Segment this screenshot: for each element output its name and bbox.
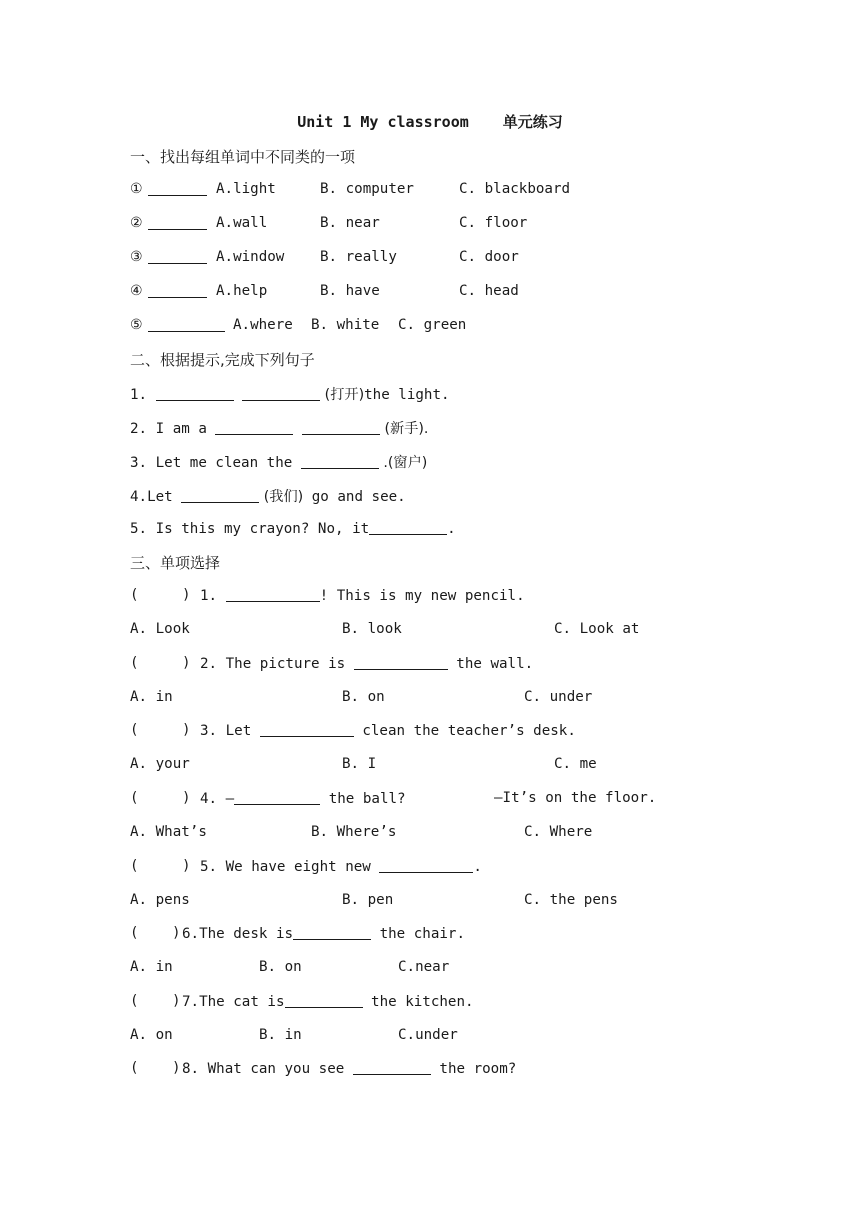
answer-paren-open: ( [130,858,139,874]
question-number: 5. [200,859,218,875]
answer-paren-open: ( [130,790,139,806]
option-c: C.near [398,959,450,975]
question-stem: The desk is [199,926,294,942]
option-b: B. pen [342,892,394,908]
option-b: B. on [259,959,302,975]
answer-paren-open: ( [130,655,139,671]
option-a: A. pens [130,892,190,908]
answer-blank[interactable] [148,249,207,264]
option-c: C.under [398,1027,458,1043]
sentence-4 [130,486,406,506]
question-text [200,655,533,672]
answer-blank[interactable] [148,283,207,298]
answer-blank[interactable] [181,488,259,503]
question-stem: clean the teacher’s desk. [353,723,576,739]
question-text [200,790,406,807]
answer-blank[interactable] [242,386,320,401]
answer-blank[interactable] [369,520,447,535]
option-c: C. head [459,283,519,299]
answer-blank[interactable] [156,386,234,401]
answer-blank[interactable] [301,454,379,469]
question-text [200,722,576,739]
option-b: B. I [342,756,377,772]
answer-paren-close: ) [182,655,191,671]
option-b: B. on [342,689,385,705]
question-number: 6. [182,926,200,942]
sentence-1 [130,384,450,404]
option-a: A. your [130,756,190,772]
option-a: A.where [233,317,293,333]
option-c: C. Where [524,824,593,840]
answer-blank[interactable] [353,1060,431,1075]
sentence-text: 5. Is this my crayon? No, it [130,521,370,537]
question-stem: the chair. [371,926,466,942]
dialogue-answer: —It’s on the floor. [494,790,657,806]
question-stem: the ball? [320,791,406,807]
option-b: B. in [259,1027,302,1043]
answer-blank[interactable] [148,215,207,230]
question-text [200,587,525,604]
answer-blank[interactable] [148,181,207,196]
question-stem: What can you see [207,1061,353,1077]
option-a: A. Look [130,621,190,637]
question-number: 4. [200,791,218,807]
sentence-text: . [447,521,456,537]
option-a: A. What’s [130,824,207,840]
item-number: ② [130,215,143,231]
answer-paren-open: ( [130,587,139,603]
answer-paren-close: ) [172,925,181,941]
option-c: C. blackboard [459,181,571,197]
title-en: Unit 1 My classroom [297,113,469,131]
option-c: C. floor [459,215,528,231]
option-b: B. look [342,621,402,637]
answer-paren-open: ( [130,722,139,738]
option-c: C. Look at [554,621,640,637]
title-cn: 单元练习 [502,113,563,131]
option-c: C. under [524,689,593,705]
answer-paren-open: ( [130,993,139,1009]
sentence-hint: (我们) [259,489,304,505]
question-stem: the wall. [447,656,534,672]
option-c: C. the pens [524,892,618,908]
option-c: C. green [398,317,467,333]
option-b: B. computer [320,181,414,197]
section2-heading: 二、根据提示,完成下列句子 [130,351,315,369]
question-number: 7. [182,994,200,1010]
answer-paren-close: ) [182,722,191,738]
sentence-text: 3. Let me clean the [130,455,301,471]
option-a: A. in [130,689,173,705]
sentence-text: 4.Let [130,489,182,505]
page-title [0,111,860,132]
answer-paren-open: ( [130,925,139,941]
answer-blank[interactable] [302,420,380,435]
answer-blank[interactable] [379,858,473,873]
answer-paren-close: ) [182,587,191,603]
question-stem: The cat is [199,994,285,1010]
answer-paren-open: ( [130,1060,139,1076]
question-stem: the room? [430,1061,517,1077]
question-stem: Let [225,723,260,739]
question-text [182,1060,516,1077]
sentence-3 [130,452,427,472]
question-number: 1. [200,588,218,604]
option-a: A. on [130,1027,173,1043]
question-number: 8. [182,1061,200,1077]
answer-paren-close: ) [182,790,191,806]
answer-blank[interactable] [215,420,293,435]
option-b: B. have [320,283,380,299]
sentence-text: 2. I am a [130,421,216,437]
question-stem: ! This is my new pencil. [319,588,525,604]
item-number: ⑤ [130,317,143,333]
answer-blank[interactable] [354,655,448,670]
question-stem: . [473,859,482,875]
answer-blank[interactable] [260,722,354,737]
option-c: C. door [459,249,519,265]
question-number: 3. [200,723,218,739]
answer-paren-close: ) [182,858,191,874]
option-a: A. in [130,959,173,975]
item-number: ① [130,181,143,197]
option-c: C. me [554,756,597,772]
answer-blank[interactable] [226,587,320,602]
question-text [182,993,474,1010]
question-stem: The picture is [225,656,354,672]
option-b: B. near [320,215,380,231]
question-number: 2. [200,656,218,672]
sentence-text: the light. [364,387,450,403]
sentence-2 [130,418,428,438]
sentence-5 [130,520,456,537]
answer-paren-close: ) [172,1060,181,1076]
answer-blank[interactable] [148,317,225,332]
section1-heading: 一、找出每组单词中不同类的一项 [130,148,356,166]
question-stem: the kitchen. [362,994,474,1010]
question-text [200,858,482,875]
item-number: ③ [130,249,143,265]
option-a: A.window [216,249,285,265]
sentence-text: go and see. [303,489,406,505]
option-b: B. white [311,317,380,333]
answer-paren-close: ) [172,993,181,1009]
option-a: A.light [216,181,276,197]
question-text [182,925,465,942]
option-a: A.help [216,283,268,299]
question-stem: — [225,791,235,807]
item-number: ④ [130,283,143,299]
sentence-hint: (新手). [379,421,429,437]
sentence-text: 1. [130,387,156,403]
question-stem: We have eight new [225,859,380,875]
answer-blank[interactable] [285,993,363,1008]
sentence-hint: (打开) [320,387,365,403]
answer-blank[interactable] [234,790,320,805]
section3-heading: 三、单项选择 [130,554,221,572]
option-b: B. really [320,249,397,265]
sentence-hint: .(窗户) [378,455,428,471]
option-b: B. Where’s [311,824,397,840]
answer-blank[interactable] [293,925,371,940]
option-a: A.wall [216,215,268,231]
